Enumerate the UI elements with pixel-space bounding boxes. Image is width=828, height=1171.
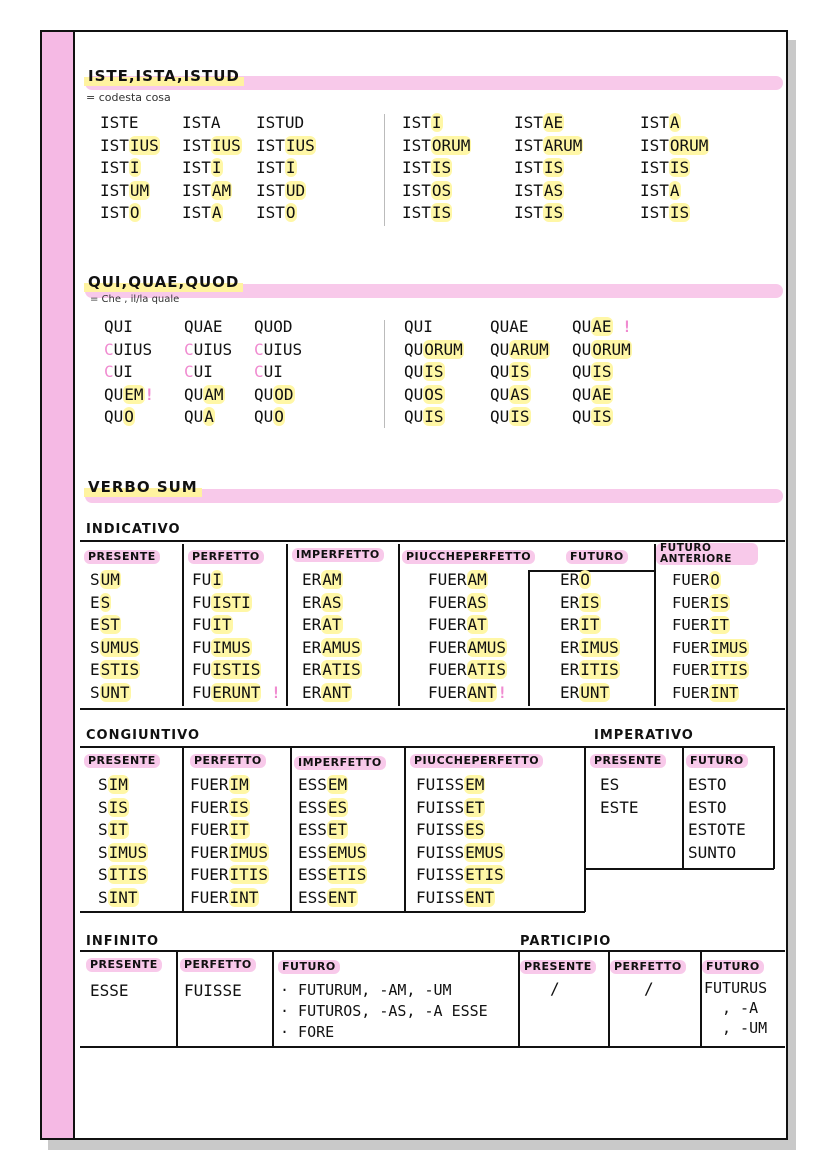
word: ISTIS [514, 158, 564, 177]
word: CUI [184, 362, 213, 381]
header-piuccheperfetto: PIUCCHEPERFETTO [402, 550, 535, 564]
rule [586, 746, 774, 748]
ind-piuccheperfetto: FUERAM FUERAS FUERAT FUERAMUS FUERATIS FUERANT! [428, 570, 508, 702]
word: QUA [184, 407, 214, 426]
part-presente: / [550, 979, 560, 998]
inf-perfetto: FUISSE [184, 981, 242, 1000]
part-perfetto: / [644, 979, 654, 998]
header-piuccheperfetto: PIUCCHEPERFETTO [410, 754, 543, 768]
imp-presente: ES ESTE [600, 775, 639, 817]
inf-futuro: · FUTURUM, -AM, -UM · FUTUROS, -AS, -A ESSE · FORE [280, 981, 488, 1041]
header-presente: PRESENTE [520, 960, 596, 974]
word: ISTIS [402, 158, 452, 177]
inf-presente: ESSE [90, 981, 129, 1000]
word: ISTO [256, 203, 296, 222]
rule [80, 1046, 785, 1048]
col-divider [272, 950, 274, 1046]
part-futuro: FUTURUS , -A , -UM [704, 979, 768, 1037]
cong-imperfetto: ESSEM ESSES ESSET ESSEMUS ESSETIS ESSENT [298, 775, 367, 907]
col-divider [286, 544, 288, 706]
word: ISTARUM [514, 135, 583, 155]
word: QUIS [404, 362, 444, 381]
word: QUAE [490, 317, 529, 336]
col-divider [290, 746, 292, 912]
word: ISTIUS [182, 135, 241, 155]
header-perfetto: PERFETTO [610, 960, 686, 974]
ind-futuro: ERO ERIS ERIT ERIMUS ERITIS ERUNT [560, 570, 619, 702]
word: CUI [254, 362, 283, 381]
word: QUAS [490, 384, 530, 404]
infinito-label: INFINITO [86, 934, 160, 949]
word: QUEM! [104, 384, 155, 404]
cong-perfetto: FUERIM FUERIS FUERIT FUERIMUS FUERITIS FUERINT [190, 775, 269, 907]
col-divider [182, 544, 184, 706]
header-imperfetto: IMPERFETTO [294, 756, 386, 770]
header-imperfetto: IMPERFETTO [292, 548, 384, 562]
word: QUI [104, 317, 133, 336]
word: QUORUM [404, 339, 463, 359]
header-perfetto: PERFETTO [190, 754, 266, 768]
word: QUAE [184, 317, 223, 336]
header-perfetto: PERFETTO [180, 958, 256, 972]
cong-piuccheperfetto: FUISSEM FUISSET FUISSES FUISSEMUS FUISSETIS FUISSENT [416, 775, 504, 907]
word: ISTOS [402, 180, 452, 200]
col-divider [398, 544, 400, 706]
word: ISTIS [640, 203, 690, 222]
header-futuro-anteriore: FUTURO ANTERIORE [656, 543, 758, 565]
word: QUOD [254, 317, 293, 336]
word: ISTA [640, 113, 680, 132]
rule [80, 950, 785, 952]
col-divider [654, 544, 656, 706]
word: ISTIS [640, 158, 690, 177]
word: QUIS [572, 407, 612, 426]
header-perfetto: PERFETTO [188, 550, 264, 564]
word: CUIUS [254, 339, 303, 359]
rule [586, 868, 774, 870]
word: QUORUM [572, 339, 631, 359]
header-presente: PRESENTE [86, 958, 162, 972]
cong-presente: SIM SIS SIT SIMUS SITIS SINT [98, 775, 148, 907]
word: ISTORUM [640, 135, 709, 155]
col-divider [773, 746, 775, 869]
word: ISTA [640, 180, 680, 200]
rule [80, 911, 585, 913]
word: CUI [104, 362, 133, 381]
col-divider [182, 746, 184, 912]
imp-futuro: ESTO ESTO ESTOTE SUNTO [688, 775, 746, 862]
qui-note: = Che , il/la quale [90, 294, 180, 305]
word: ISTAM [182, 180, 232, 200]
word: ISTIS [402, 203, 452, 222]
indicativo-label: INDICATIVO [86, 522, 181, 537]
col-divider [404, 746, 406, 912]
word: ISTUM [100, 180, 150, 200]
header-futuro: FUTURO [278, 960, 340, 974]
word: ISTAS [514, 180, 564, 200]
col-divider [176, 950, 178, 1046]
imperativo-label: IMPERATIVO [594, 728, 694, 743]
iste-note: = codesta cosa [86, 91, 171, 104]
word: ISTIS [514, 203, 564, 222]
word: ISTIUS [256, 135, 315, 155]
divider [384, 320, 385, 428]
ind-futuro-anteriore: FUERO FUERIS FUERIT FUERIMUS FUERITIS FUERINT [672, 571, 748, 702]
word: QUIS [572, 362, 612, 381]
col-divider [528, 570, 530, 706]
word: ISTAE [514, 113, 564, 132]
word: QUIS [490, 407, 530, 426]
word: ISTIUS [100, 135, 159, 155]
header-futuro: FUTURO [686, 754, 748, 768]
header-futuro: FUTURO [566, 550, 628, 564]
word: ISTI [256, 158, 296, 177]
word: QUIS [404, 407, 444, 426]
word: ISTI [100, 158, 140, 177]
word: ISTI [402, 113, 442, 132]
col-divider [584, 746, 586, 912]
word: ISTUD [256, 113, 305, 132]
word: QUAM [184, 384, 224, 404]
rule [80, 708, 785, 710]
word: QUIS [490, 362, 530, 381]
header-presente: PRESENTE [84, 550, 160, 564]
word: CUIUS [104, 339, 153, 359]
notebook-page [40, 30, 788, 1140]
word: ISTUD [256, 180, 306, 200]
divider [384, 114, 385, 226]
section-title-qui: QUI,QUAE,QUOD [84, 272, 243, 292]
word: ISTORUM [402, 135, 471, 155]
word: QUAE ! [572, 317, 632, 336]
col-divider [682, 746, 684, 868]
rule [80, 746, 585, 748]
word: ISTO [100, 203, 140, 222]
section-title-iste: ISTE,ISTA,ISTUD [84, 66, 244, 86]
congiuntivo-label: CONGIUNTIVO [86, 728, 201, 743]
word: ISTA [182, 113, 221, 132]
word: CUIUS [184, 339, 233, 359]
ind-presente: SUM ES EST SUMUS ESTIS SUNT [90, 570, 140, 702]
pink-margin-bar [42, 32, 75, 1138]
ind-perfetto: FUI FUISTI FUIT FUIMUS FUISTIS FUERUNT ! [192, 570, 281, 702]
header-presente: PRESENTE [590, 754, 666, 768]
word: QUOD [254, 384, 294, 404]
header-futuro: FUTURO [702, 960, 764, 974]
participio-label: PARTICIPIO [520, 934, 612, 949]
word: ISTE [100, 113, 139, 132]
word: QUO [104, 407, 134, 426]
section-title-sum: VERBO SUM [84, 477, 202, 497]
word: QUARUM [490, 339, 549, 359]
word: QUAE [572, 384, 612, 404]
ind-imperfetto: ERAM ERAS ERAT ERAMUS ERATIS ERANT [302, 570, 361, 702]
word: ISTI [182, 158, 222, 177]
word: QUOS [404, 384, 444, 404]
word: ISTA [182, 203, 222, 222]
header-presente: PRESENTE [84, 754, 160, 768]
word: QUO [254, 407, 284, 426]
word: QUI [404, 317, 433, 336]
